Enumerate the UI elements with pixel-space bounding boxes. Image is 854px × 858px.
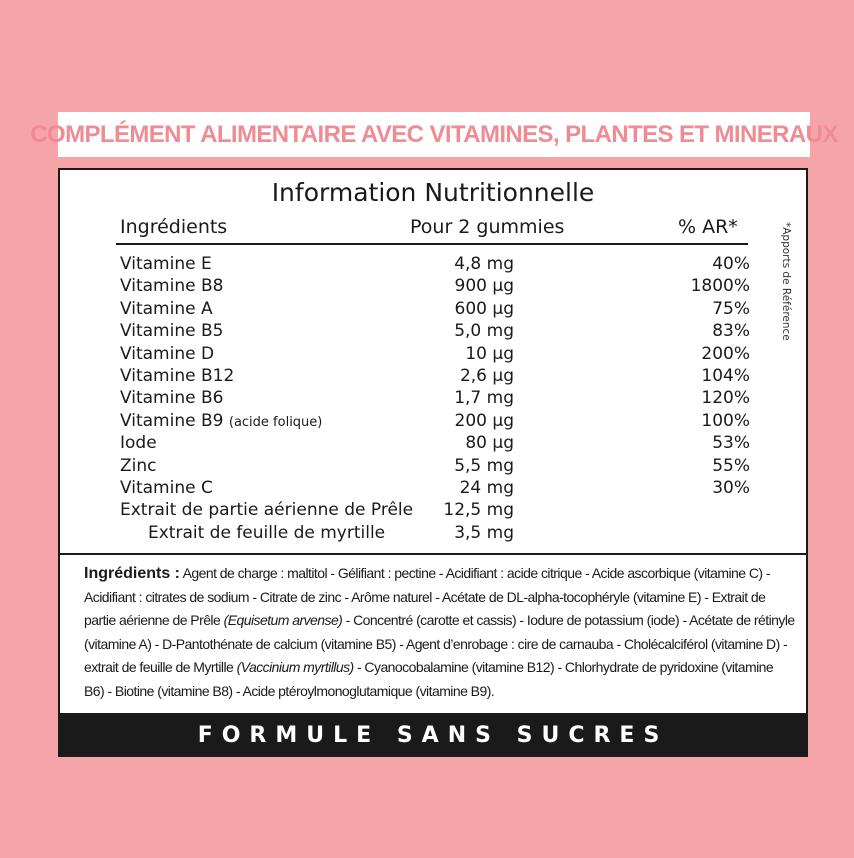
row-name: Vitamine C [120,477,213,498]
row-name: Vitamine B8 [120,276,224,297]
table-row [60,276,806,298]
row-percent: 30% [712,477,750,498]
row-percent: 200% [701,343,750,364]
row-name: Vitamine D [120,343,215,364]
row-amount: 4,8 mg [454,254,514,274]
table-row [60,254,806,276]
row-percent: 1800% [690,276,750,297]
ingredients-text: - Concentré (carotte et cassis) - Iodure de potassium (iode) - Acétate de rétinyle (vitamine A) - D-Pantothénate de calcium (vitamine B5) - Agent d’enrobage : cire de carnauba - Cholécalciférol (vitamine D) - extrait de feuille de Myrtille [84,612,795,676]
row-amount: 1,7 mg [454,388,514,409]
row-name: Vitamine B12 [120,365,235,386]
row-name: Extrait de partie aérienne de Prêle [120,500,414,521]
table-row [60,523,806,545]
row-name: Vitamine B5 [120,321,224,342]
row-percent: 55% [712,455,750,476]
row-amount: 200 µg [454,410,514,431]
row-amount: 12,5 mg [443,500,514,521]
footer-banner [58,713,808,757]
row-amount: 80 µg [465,433,514,454]
table-row [60,321,806,343]
ingredients-paragraph [84,562,796,704]
row-percent: 40% [712,254,750,274]
row-amount: 5,5 mg [454,455,514,476]
row-name: Vitamine B6 [120,388,224,409]
row-percent: 100% [701,410,750,431]
table-row [60,500,806,522]
row-percent: 104% [701,365,750,386]
headline-text: COMPLÉMENT ALIMENTAIRE AVEC VITAMINES, PLANTES ET MINERAUX [30,120,838,148]
row-amount: 3,5 mg [454,522,514,543]
row-name-with-note [120,411,322,431]
row-percent: 83% [712,321,750,342]
row-percent: 53% [712,433,750,454]
table-row [60,388,806,410]
row-amount: 900 µg [454,276,514,297]
row-amount: 5,0 mg [454,321,514,342]
row-percent: 75% [712,298,750,319]
table-title: Information Nutritionnelle [271,178,595,207]
row-amount: 24 mg [459,477,514,498]
nutrition-rows [60,254,806,545]
row-note: (acide folique) [228,414,323,430]
row-name: Iode [120,433,157,454]
table-row [60,433,806,455]
header-rule [116,243,748,245]
row-name: Vitamine A [120,298,213,319]
row-percent: 120% [701,388,750,409]
table-row [60,299,806,321]
row-amount: 2,6 µg [459,365,514,386]
table-row [60,366,806,388]
ingredients-latin-name: (Equisetum arvense) [223,612,343,629]
table-row [60,456,806,478]
ingredients-text: - Cyanocobalamine (vitamine B12) - Chlorhydrate de pyridoxine (vitamine B6) - Biotine (vitamine B8) - Acide ptéroylmonoglutamique (vitamine B9). [84,659,774,699]
table-row [60,344,806,366]
nutrition-panel [58,168,808,756]
section-divider [60,553,806,555]
reference-note: *Apports de Référence [780,222,792,341]
table-row [60,478,806,500]
ingredients-latin-name: (Vaccinium myrtillus) [236,659,354,676]
column-header-percent: % AR* [678,216,738,238]
row-amount: 10 µg [465,343,514,364]
column-header-amount: Pour 2 gummies [410,216,565,238]
row-name: Vitamine E [120,254,212,274]
row-name: Zinc [120,455,157,476]
row-name: Vitamine B9 [120,410,224,431]
ingredients-label: Ingrédients : [84,565,181,582]
table-row [60,411,806,433]
ingredients-text: Agent de charge : maltitol - Gélifiant : pectine - Acidifiant : acide citrique - Acide ascorbique (vitamine C) - Acidifiant : citrates de sodium - Citrate de zinc - Arôme naturel - Acétate de DL-alpha-tocophéryle (vitamine E) - Extrait de partie aérienne de Prêle [84,565,770,629]
headline-banner [30,112,838,157]
column-header-ingredients: Ingrédients [120,216,228,238]
footer-text: FORMULE SANS SUCRES [197,722,669,748]
row-amount: 600 µg [454,298,514,319]
row-name: Extrait de feuille de myrtille [148,522,386,543]
